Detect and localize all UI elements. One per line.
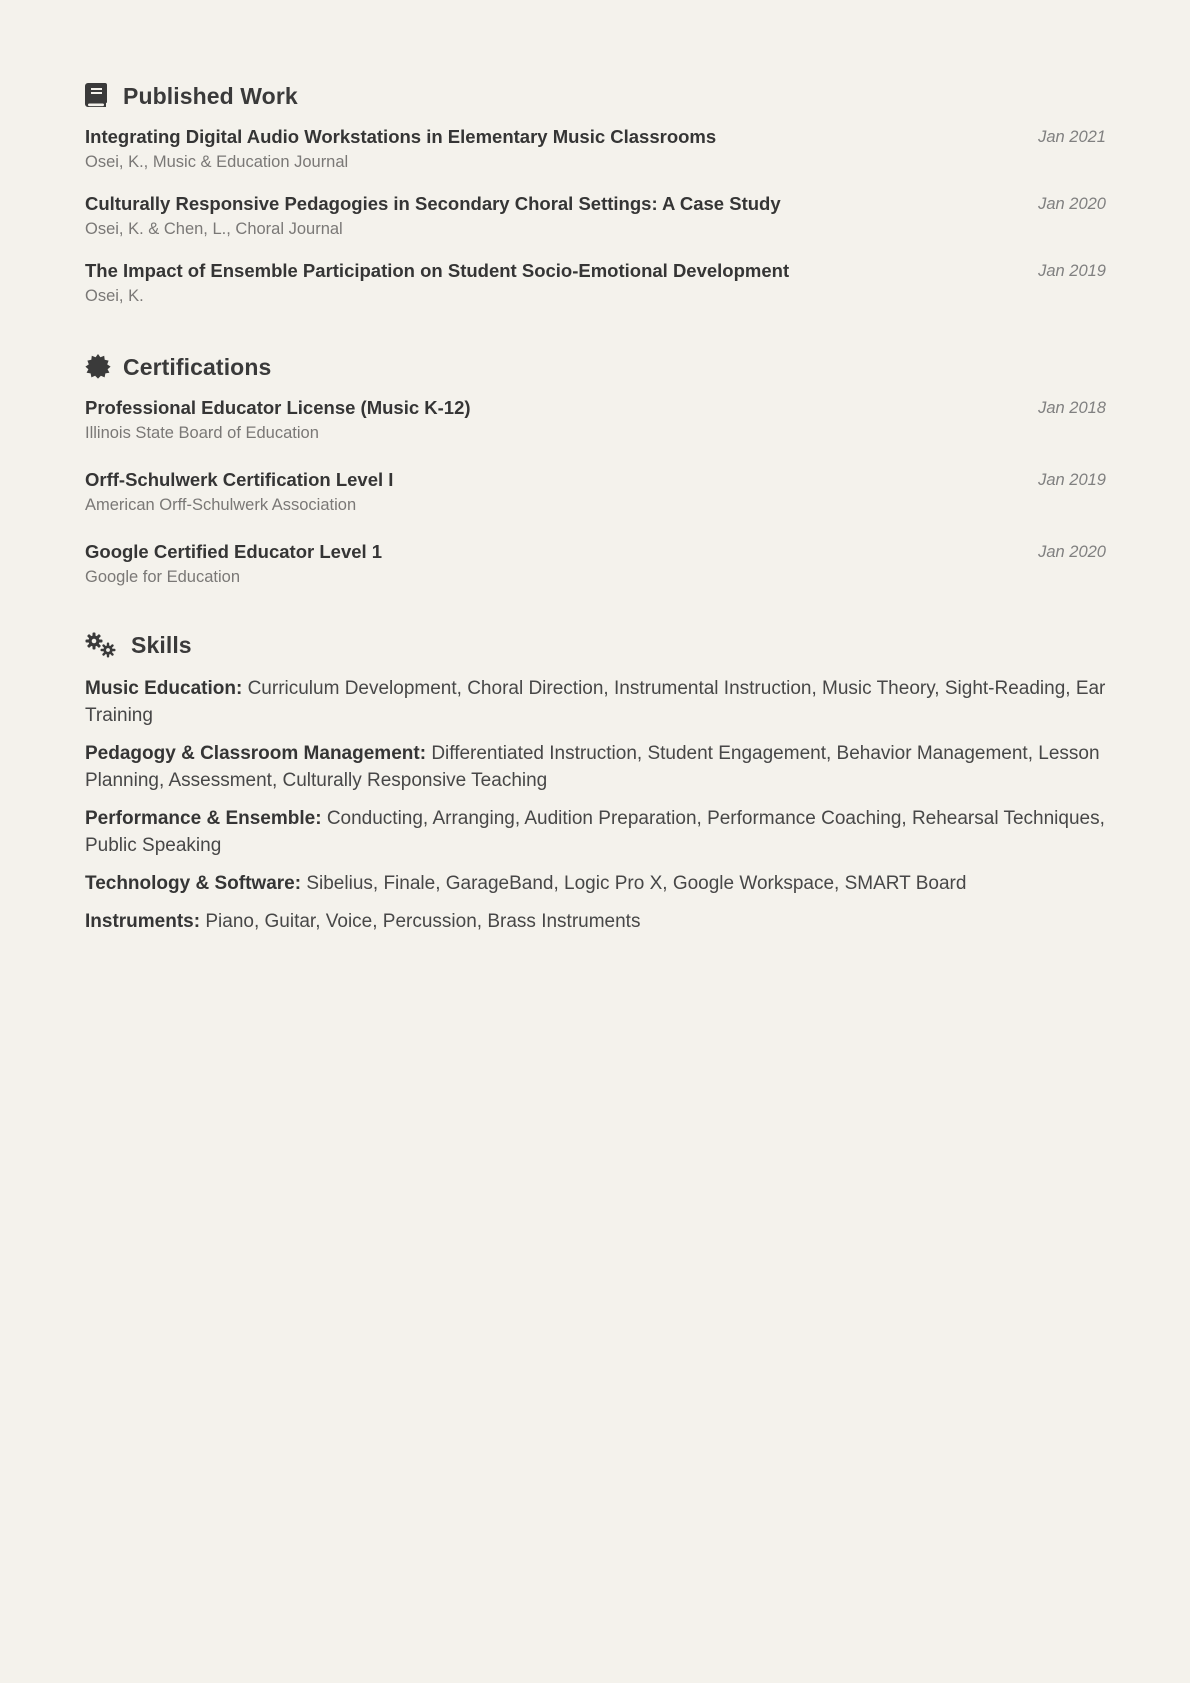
certificate-icon: [85, 353, 111, 381]
skill-category: Instruments:: [85, 911, 201, 932]
entry-main: [85, 124, 1018, 174]
entry-subtitle: Osei, K., Music & Education Journal: [85, 153, 349, 171]
skill-values: Piano, Guitar, Voice, Percussion, Brass Instruments: [205, 911, 641, 932]
section-heading: [85, 76, 1106, 116]
section-title: Skills: [131, 631, 192, 658]
entry-title: Culturally Responsive Pedagogies in Secondary Choral Settings: A Case Study: [85, 193, 781, 214]
section-title: Published Work: [123, 82, 298, 109]
entry-subtitle: Osei, K.: [85, 287, 144, 305]
entry-subtitle: American Orff-Schulwerk Association: [85, 496, 357, 514]
section-heading: [85, 625, 1106, 665]
certification-entry: [85, 539, 1106, 589]
skill-category: Technology & Software:: [85, 873, 302, 894]
skills-section: [85, 625, 1106, 935]
skill-line: [85, 870, 1106, 897]
entry-main: [85, 191, 1018, 241]
skill-line: [85, 675, 1106, 729]
entry-date: Jan 2019: [1038, 471, 1106, 489]
entry-title: Integrating Digital Audio Workstations in Elementary Music Classrooms: [85, 126, 717, 147]
certifications-section: [85, 347, 1106, 589]
entry-date: Jan 2018: [1038, 399, 1106, 417]
entry-subtitle: Osei, K. & Chen, L., Choral Journal: [85, 220, 343, 238]
certification-entry: [85, 467, 1106, 517]
entry-main: [85, 395, 1018, 445]
published-work-section: [85, 76, 1106, 308]
skill-category: Performance & Ensemble:: [85, 808, 322, 829]
skill-values: Differentiated Instruction, Student Engagement, Behavior Management, Lesson Planning, Assessment, Culturally Responsive Teaching: [85, 743, 1100, 791]
section-title: Certifications: [123, 353, 272, 380]
skill-line: [85, 908, 1106, 935]
gears-icon: [85, 631, 117, 659]
publication-entry: [85, 124, 1106, 174]
skill-values: Curriculum Development, Choral Direction, Instrumental Instruction, Music Theory, Sight-Reading, Ear Training: [85, 678, 1106, 726]
entry-date: Jan 2020: [1038, 543, 1106, 561]
skill-values: Conducting, Arranging, Audition Preparation, Performance Coaching, Rehearsal Techniques, Public Speaking: [85, 808, 1105, 856]
resume-page: [85, 76, 1106, 946]
skill-category: Pedagogy & Classroom Management:: [85, 743, 427, 764]
entry-main: [85, 258, 1018, 308]
publication-entry: [85, 258, 1106, 308]
publication-entry: [85, 191, 1106, 241]
entry-main: [85, 467, 1018, 517]
skill-line: [85, 740, 1106, 794]
entry-date: Jan 2019: [1038, 262, 1106, 280]
book-icon: [85, 82, 111, 110]
entry-date: Jan 2021: [1038, 128, 1106, 146]
section-heading: [85, 347, 1106, 387]
entry-title: Google Certified Educator Level 1: [85, 541, 383, 562]
entry-subtitle: Google for Education: [85, 568, 241, 586]
entry-subtitle: Illinois State Board of Education: [85, 424, 319, 442]
skill-line: [85, 805, 1106, 859]
skill-values: Sibelius, Finale, GarageBand, Logic Pro X, Google Workspace, SMART Board: [306, 873, 967, 894]
certification-entry: [85, 395, 1106, 445]
entry-title: Professional Educator License (Music K-12): [85, 397, 471, 418]
entry-main: [85, 539, 1018, 589]
entry-date: Jan 2020: [1038, 195, 1106, 213]
entry-title: Orff-Schulwerk Certification Level I: [85, 469, 394, 490]
skill-category: Music Education:: [85, 678, 243, 699]
entry-title: The Impact of Ensemble Participation on Student Socio-Emotional Development: [85, 260, 790, 281]
